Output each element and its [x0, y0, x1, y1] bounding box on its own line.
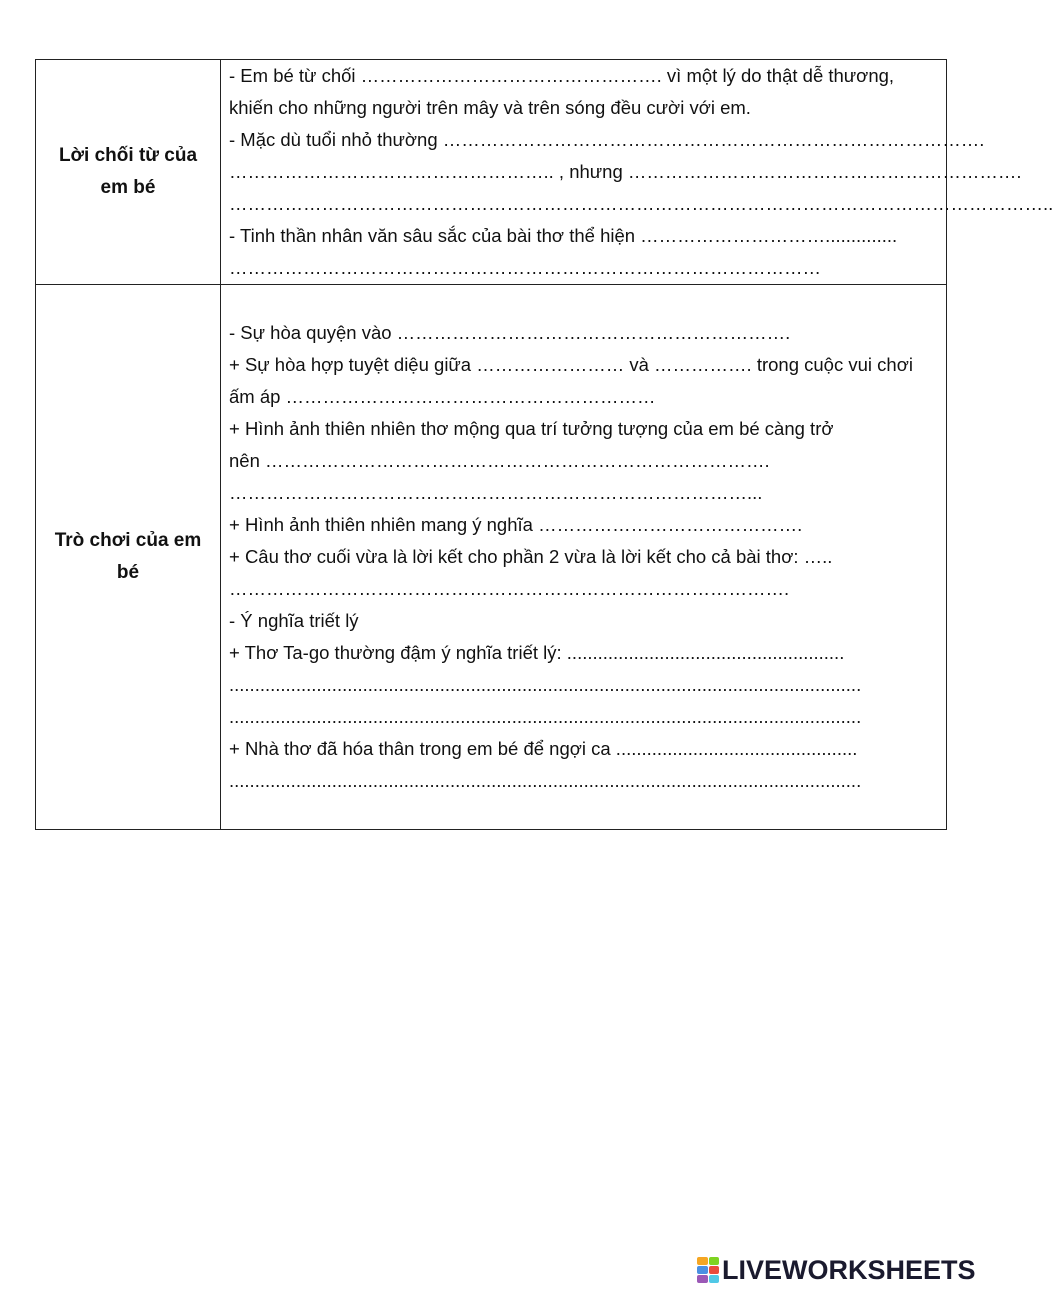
logo-tile — [709, 1275, 720, 1283]
content-line: - Ý nghĩa triết lý — [229, 610, 359, 631]
row-label-cell — [36, 60, 221, 285]
row-content — [221, 60, 1053, 284]
content-line: ấm áp …………………………………………………… — [229, 386, 656, 407]
content-line: …………………………………………………………………………... — [229, 482, 763, 503]
row-content-cell — [221, 60, 1053, 285]
content-line: ........................................................................................................................... — [229, 770, 862, 791]
content-line: …………………………………………………………………………………… — [229, 257, 821, 278]
logo-tile — [697, 1266, 708, 1274]
content-line: + Thơ Ta-go thường đậm ý nghĩa triết lý: ...................................................... — [229, 642, 845, 663]
content-line: nên ………………………………………………………………………. — [229, 450, 770, 471]
worksheet-table — [35, 59, 1053, 830]
content-line: ………………………………………………………………………………. — [229, 578, 790, 599]
liveworksheets-footer — [697, 1255, 976, 1285]
logo-tile — [709, 1266, 720, 1274]
content-line: + Nhà thơ đã hóa thân trong em bé để ngợi ca ............................................... — [229, 738, 858, 759]
content-line: + Câu thơ cuối vừa là lời kết cho phần 2 vừa là lời kết cho cả bài thơ: ….. — [229, 546, 833, 567]
content-line: …………………………………………………………………………………………………………………….. — [229, 193, 1053, 214]
content-line: ........................................................................................................................... — [229, 674, 862, 695]
logo-tile — [697, 1275, 708, 1283]
content-line: - Em bé từ chối …………………………………………. vì một lý do thật dễ thương, — [229, 65, 895, 86]
content-line: + Hình ảnh thiên nhiên mang ý nghĩa ……………………………………. — [229, 514, 803, 535]
table-row-refusal — [36, 60, 947, 285]
content-line: - Mặc dù tuổi nhỏ thường ……………………………………………………………………………. — [229, 129, 985, 150]
brand-wordmark: LIVEWORKSHEETS — [722, 1254, 976, 1285]
row-label-cell — [36, 285, 221, 830]
content-line: ........................................................................................................................... — [229, 706, 862, 727]
content-line: + Hình ảnh thiên nhiên thơ mộng qua trí tưởng tượng của em bé càng trở — [229, 418, 834, 439]
liveworksheets-logo-icon — [697, 1257, 719, 1283]
content-line: - Tinh thần nhân văn sâu sắc của bài thơ thể hiện ………………………….............. — [229, 225, 898, 246]
logo-tile — [709, 1257, 720, 1265]
logo-tile — [697, 1257, 708, 1265]
content-line: - Sự hòa quyện vào ………………………………………………………. — [229, 322, 791, 343]
content-line: khiến cho những người trên mây và trên sóng đều cười với em. — [229, 97, 751, 118]
table-row-game — [36, 285, 947, 830]
content-line: + Sự hòa hợp tuyệt diệu giữa …………………… và ……………. trong cuộc vui chơi — [229, 354, 913, 375]
row-content — [221, 285, 946, 797]
row-label: Trò chơi của em bé — [54, 530, 202, 583]
row-content-cell — [221, 285, 947, 830]
row-label: Lời chối từ của em bé — [58, 145, 198, 198]
content-line: …………………………………………….. , nhưng ………………………………………………………. — [229, 161, 1022, 182]
